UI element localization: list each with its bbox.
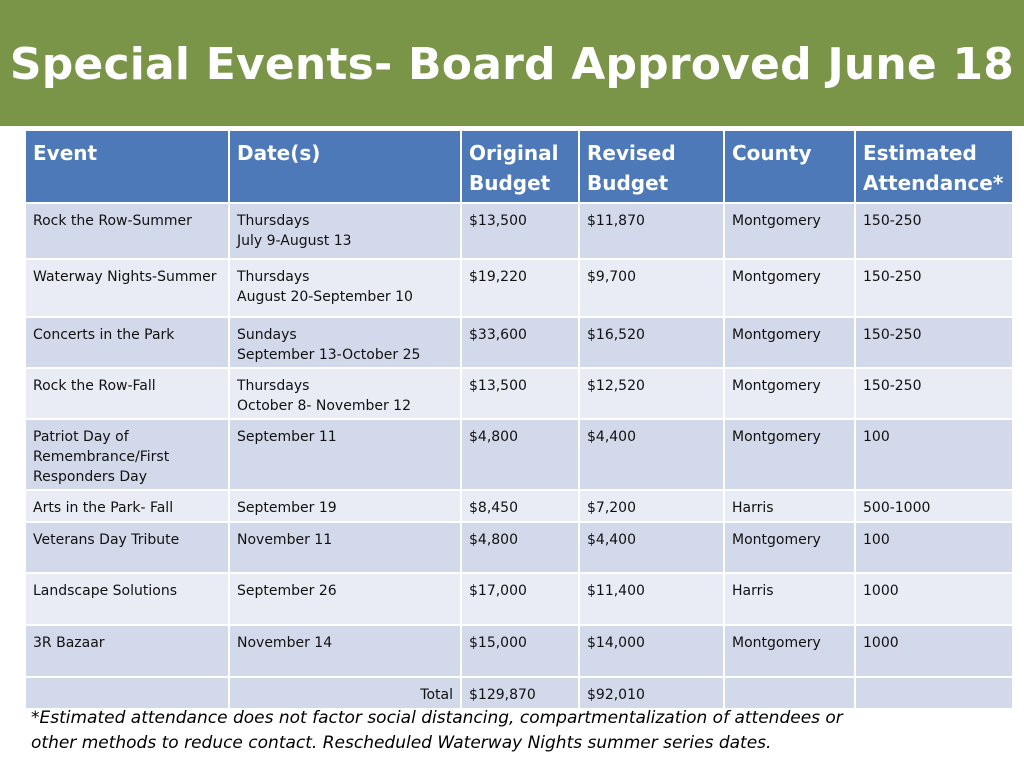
event-name: Arts in the Park- Fall <box>33 500 174 516</box>
empty-cell <box>724 677 855 709</box>
table-row <box>25 625 1013 677</box>
footnote <box>31 706 991 756</box>
header-row <box>25 130 1013 203</box>
event-name: Landscape Solutions <box>33 583 177 599</box>
attendance-cell: 150-250 <box>855 203 1013 259</box>
dates-cell <box>229 317 461 368</box>
event-cell <box>25 490 229 522</box>
event-cell <box>25 573 229 625</box>
dates-cell <box>229 368 461 419</box>
total-revised-budget: $92,010 <box>579 677 724 709</box>
event-cell <box>25 625 229 677</box>
revised-budget-cell: $12,520 <box>579 368 724 419</box>
original-budget-cell: $8,450 <box>461 490 579 522</box>
header-label: Original <box>469 141 559 165</box>
original-budget-cell: $4,800 <box>461 419 579 490</box>
original-budget-cell: $17,000 <box>461 573 579 625</box>
footnote-line: other methods to reduce contact. Rescheduled Waterway Nights summer series dates. <box>31 733 772 753</box>
table-row <box>25 522 1013 573</box>
event-cell <box>25 203 229 259</box>
table-body <box>25 203 1013 709</box>
attendance-cell: 100 <box>855 419 1013 490</box>
table-row <box>25 573 1013 625</box>
header-label: Date(s) <box>237 141 321 165</box>
event-name: 3R Bazaar <box>33 635 105 651</box>
revised-budget-cell: $16,520 <box>579 317 724 368</box>
county-cell: Montgomery <box>724 368 855 419</box>
original-budget-cell: $4,800 <box>461 522 579 573</box>
dates-cell <box>229 419 461 490</box>
header-event <box>25 130 229 203</box>
dates-cell <box>229 522 461 573</box>
event-name: Rock the Row-Summer <box>33 213 192 229</box>
header-label: Estimated <box>863 141 977 165</box>
revised-budget-cell: $14,000 <box>579 625 724 677</box>
attendance-cell: 150-250 <box>855 368 1013 419</box>
attendance-cell: 150-250 <box>855 259 1013 317</box>
dates-text: November 14 <box>237 635 333 651</box>
attendance-cell: 500-1000 <box>855 490 1013 522</box>
header-dates <box>229 130 461 203</box>
table-row <box>25 317 1013 368</box>
county-cell: Montgomery <box>724 317 855 368</box>
dates-cell <box>229 490 461 522</box>
event-name: Rock the Row-Fall <box>33 378 156 394</box>
dates-text: September 26 <box>237 583 337 599</box>
dates-text: Thursdays <box>237 378 310 394</box>
county-cell: Montgomery <box>724 625 855 677</box>
attendance-cell: 100 <box>855 522 1013 573</box>
dates-text: November 11 <box>237 532 333 548</box>
header-estimated-attendance <box>855 130 1013 203</box>
revised-budget-cell: $9,700 <box>579 259 724 317</box>
event-name: Concerts in the Park <box>33 327 175 343</box>
header-label: Budget <box>587 171 669 195</box>
dates-text: September 11 <box>237 429 337 445</box>
event-cell <box>25 522 229 573</box>
county-cell: Montgomery <box>724 203 855 259</box>
total-label: Total <box>229 677 461 709</box>
county-cell: Harris <box>724 573 855 625</box>
original-budget-cell: $13,500 <box>461 203 579 259</box>
dates-cell <box>229 259 461 317</box>
dates-cell <box>229 203 461 259</box>
dates-text: July 9-August 13 <box>237 233 352 249</box>
table-row <box>25 419 1013 490</box>
county-cell: Montgomery <box>724 259 855 317</box>
header-label: Event <box>33 141 98 165</box>
original-budget-cell: $15,000 <box>461 625 579 677</box>
title-bar <box>0 0 1024 126</box>
event-name: Waterway Nights-Summer <box>33 269 217 285</box>
revised-budget-cell: $11,400 <box>579 573 724 625</box>
event-name: Responders Day <box>33 469 147 485</box>
revised-budget-cell: $4,400 <box>579 522 724 573</box>
slide-title: Special Events- Board Approved June 18 <box>9 38 1015 90</box>
event-cell <box>25 259 229 317</box>
total-row <box>25 677 1013 709</box>
original-budget-cell: $19,220 <box>461 259 579 317</box>
attendance-cell: 150-250 <box>855 317 1013 368</box>
event-cell <box>25 368 229 419</box>
header-label: Budget <box>469 171 551 195</box>
empty-cell <box>25 677 229 709</box>
dates-text: Thursdays <box>237 213 310 229</box>
total-original-budget: $129,870 <box>461 677 579 709</box>
event-cell <box>25 419 229 490</box>
original-budget-cell: $13,500 <box>461 368 579 419</box>
event-cell <box>25 317 229 368</box>
header-label: Revised <box>587 141 676 165</box>
table-row <box>25 203 1013 259</box>
dates-text: Sundays <box>237 327 297 343</box>
table-row <box>25 259 1013 317</box>
dates-text: Thursdays <box>237 269 310 285</box>
header-county <box>724 130 855 203</box>
events-table <box>24 129 1014 710</box>
revised-budget-cell: $4,400 <box>579 419 724 490</box>
county-cell: Harris <box>724 490 855 522</box>
attendance-cell: 1000 <box>855 573 1013 625</box>
dates-cell <box>229 625 461 677</box>
header-revised-budget <box>579 130 724 203</box>
event-name: Remembrance/First <box>33 449 170 465</box>
attendance-cell: 1000 <box>855 625 1013 677</box>
county-cell: Montgomery <box>724 522 855 573</box>
footnote-line: *Estimated attendance does not factor social distancing, compartmentalization of attendees or <box>31 708 843 728</box>
table-header <box>25 130 1013 203</box>
event-name: Patriot Day of <box>33 429 129 445</box>
original-budget-cell: $33,600 <box>461 317 579 368</box>
dates-cell <box>229 573 461 625</box>
header-original-budget <box>461 130 579 203</box>
event-name: Veterans Day Tribute <box>33 532 180 548</box>
dates-text: September 13-October 25 <box>237 347 421 363</box>
table-row <box>25 490 1013 522</box>
dates-text: September 19 <box>237 500 337 516</box>
county-cell: Montgomery <box>724 419 855 490</box>
header-label: Attendance* <box>863 171 1004 195</box>
dates-text: August 20-September 10 <box>237 289 413 305</box>
dates-text: October 8- November 12 <box>237 398 411 414</box>
revised-budget-cell: $11,870 <box>579 203 724 259</box>
header-label: County <box>732 141 812 165</box>
revised-budget-cell: $7,200 <box>579 490 724 522</box>
table-row <box>25 368 1013 419</box>
empty-cell <box>855 677 1013 709</box>
